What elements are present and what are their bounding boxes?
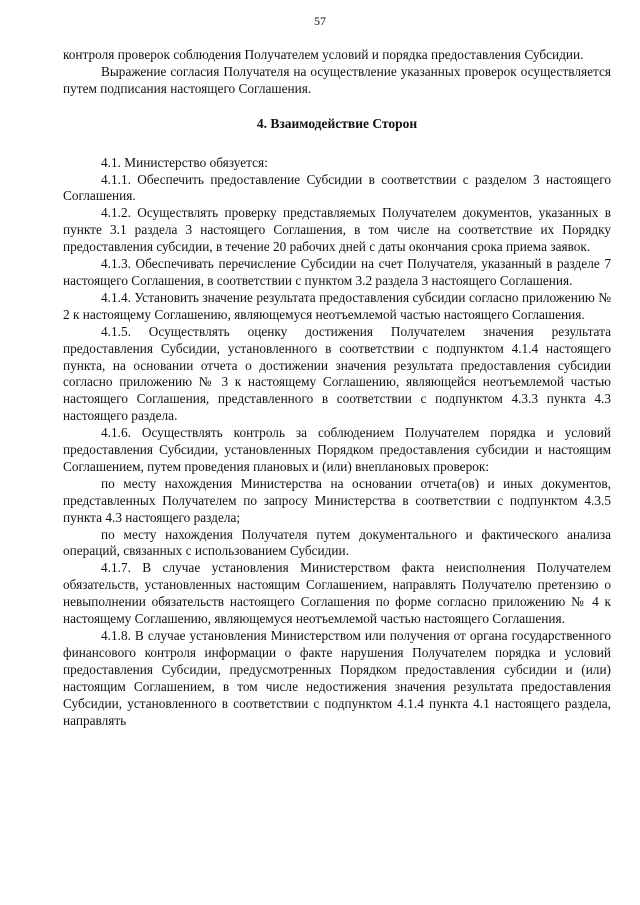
page-number: 57: [314, 14, 326, 28]
document-body: [63, 47, 611, 729]
clause-4-1-5: 4.1.5. Осуществлять оценку достижения Получателем значения результата предоставления Субсидии, установленного в соответствии с подпунктом 4.1.4 настоящего пункта, на основании отчета о достижении значения результата предоставления субсидии согласно приложению № 3 к настоящему Соглашению, являющейся неотъемлемой частью настоящего Соглашения, представленного в соответствии с подпунктом 4.3.3 пункта 4.3 настоящего раздела.: [63, 323, 611, 424]
clause-4-1-3: 4.1.3. Обеспечивать перечисление Субсидии на счет Получателя, указанный в разделе 7 настоящего Соглашения, в соответствии с пунктом 3.2 раздела 3 настоящего Соглашения.: [63, 256, 611, 288]
paragraph-consent: Выражение согласия Получателя на осуществление указанных проверок осуществляется путем подписания настоящего Соглашения.: [63, 63, 611, 96]
clause-4-1-8: 4.1.8. В случае установления Министерством или получения от органа государственного финансового контроля информации о факте нарушения Получателем порядка и условий предоставления Субсидии, предусмотренных Порядком предоставления субсидии и (или) настоящим Соглашением, в том числе недостижения значения результата предоставления Субсидии, установленного в соответствии с подпунктом 4.1.4 пункта 4.1 настоящего раздела, направлять: [63, 628, 611, 728]
clause-4-1: 4.1. Министерство обязуется:: [101, 154, 268, 170]
section-heading: 4. Взаимодействие Сторон: [256, 115, 418, 131]
clause-4-1-7: 4.1.7. В случае установления Министерством факта неисполнения Получателем обязательств, установленных настоящим Соглашением, направлять Получателю претензию о невыполнении обязательств настоящего Соглашения по форме согласно приложению № 4 к настоящему Соглашению, являющемуся неотъемлемой частью настоящего Соглашения.: [63, 560, 611, 627]
clause-4-1-6: 4.1.6. Осуществлять контроль за соблюдением Получателем порядка и условий предоставления Субсидии, установленных Порядком предоставления субсидии и настоящим Соглашением, путем проведения плановых и (или) внеплановых проверок:: [63, 425, 611, 474]
clause-4-1-6-item-ministry: по месту нахождения Министерства на основании отчета(ов) и иных документов, представленных Получателем по запросу Министерства в соответствии с подпунктом 4.3.5 пункта 4.3 настоящего раздела;: [63, 475, 611, 525]
paragraph-continuation: контроля проверок соблюдения Получателем условий и порядка предоставления Субсидии.: [63, 47, 584, 62]
clause-4-1-6-item-recipient: по месту нахождения Получателя путем документального и фактического анализа операций, связанных с использованием Субсидии.: [63, 526, 611, 559]
clause-4-1-2: 4.1.2. Осуществлять проверку представляемых Получателем документов, указанных в пункте 3.1 раздела 3 настоящего Соглашения, в том числе на соответствие их Порядку предоставления субсидии, в течение 20 рабочих дней с даты окончания срока приема заявок.: [63, 205, 611, 255]
clause-4-1-4: 4.1.4. Установить значение результата предоставления субсидии согласно приложению № 2 к настоящему Соглашению, являющемуся неотъемлемой частью настоящего Соглашения.: [63, 289, 611, 322]
clause-4-1-1: 4.1.1. Обеспечить предоставление Субсидии в соответствии с разделом 3 настоящего Соглашения.: [63, 171, 611, 204]
